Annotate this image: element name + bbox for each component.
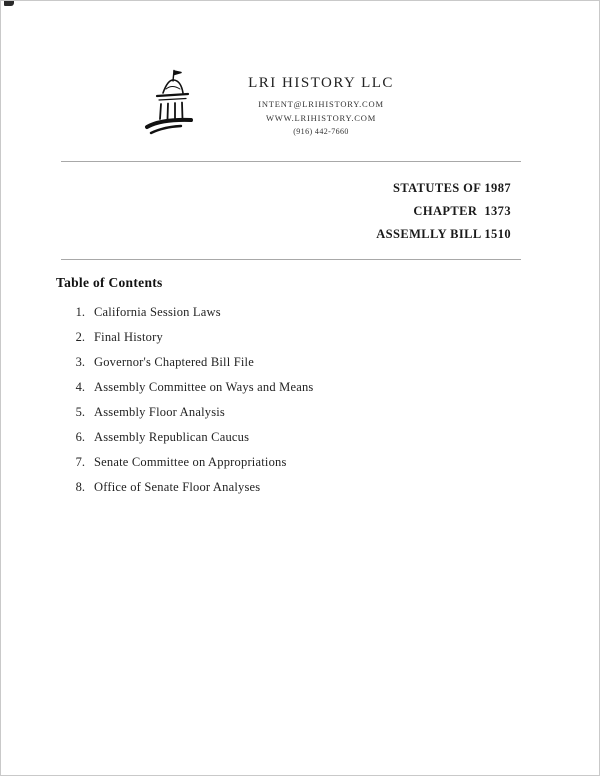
toc-item-number: 6.: [75, 430, 85, 444]
letterhead: [141, 65, 411, 139]
assembly-bill-line: ASSEMLLY BILL 1510: [376, 227, 511, 241]
toc-item-label: Senate Committee on Appropriations: [94, 455, 287, 469]
toc-item-number: 5.: [75, 405, 85, 419]
toc-item: [69, 356, 489, 370]
case-info-block: [376, 181, 511, 250]
toc-item-number: 3.: [75, 355, 85, 369]
toc-list: [69, 306, 489, 506]
document-page: [1, 1, 599, 775]
toc-item: [69, 331, 489, 345]
toc-item-number: 7.: [75, 455, 85, 469]
toc-item-number: 2.: [75, 330, 85, 344]
toc-item: [69, 406, 489, 420]
letterhead-text: [231, 65, 411, 136]
toc-heading: Table of Contents: [56, 275, 163, 290]
chapter-line: CHAPTER 1373: [413, 204, 511, 218]
toc-item: [69, 431, 489, 445]
toc-item-label: Assembly Committee on Ways and Means: [94, 380, 314, 394]
toc-item: [69, 456, 489, 470]
toc-item-label: Assembly Republican Caucus: [94, 430, 250, 444]
toc-item-label: California Session Laws: [94, 305, 221, 319]
toc-item-number: 4.: [75, 380, 85, 394]
toc-item-number: 8.: [75, 480, 85, 494]
company-name: LRI HISTORY LLC: [248, 75, 394, 91]
toc-item-label: Assembly Floor Analysis: [94, 405, 225, 419]
scan-artifact: [4, 1, 14, 6]
toc-item: [69, 481, 489, 495]
toc-item-label: Governor's Chaptered Bill File: [94, 355, 254, 369]
company-email: INTENT@LRIHISTORY.COM: [258, 99, 384, 109]
horizontal-rule-bottom: [61, 259, 521, 260]
toc-item-number: 1.: [75, 305, 85, 319]
company-website: WWW.LRIHISTORY.COM: [265, 113, 377, 123]
toc-item-label: Final History: [94, 330, 163, 344]
horizontal-rule-top: [61, 161, 521, 162]
capitol-building-sketch-icon: [141, 67, 203, 139]
company-phone: (916) 442-7660: [293, 127, 349, 136]
statutes-line: STATUTES OF 1987: [393, 181, 511, 195]
toc-item: [69, 306, 489, 320]
toc-item-label: Office of Senate Floor Analyses: [94, 480, 261, 494]
toc-item: [69, 381, 489, 395]
